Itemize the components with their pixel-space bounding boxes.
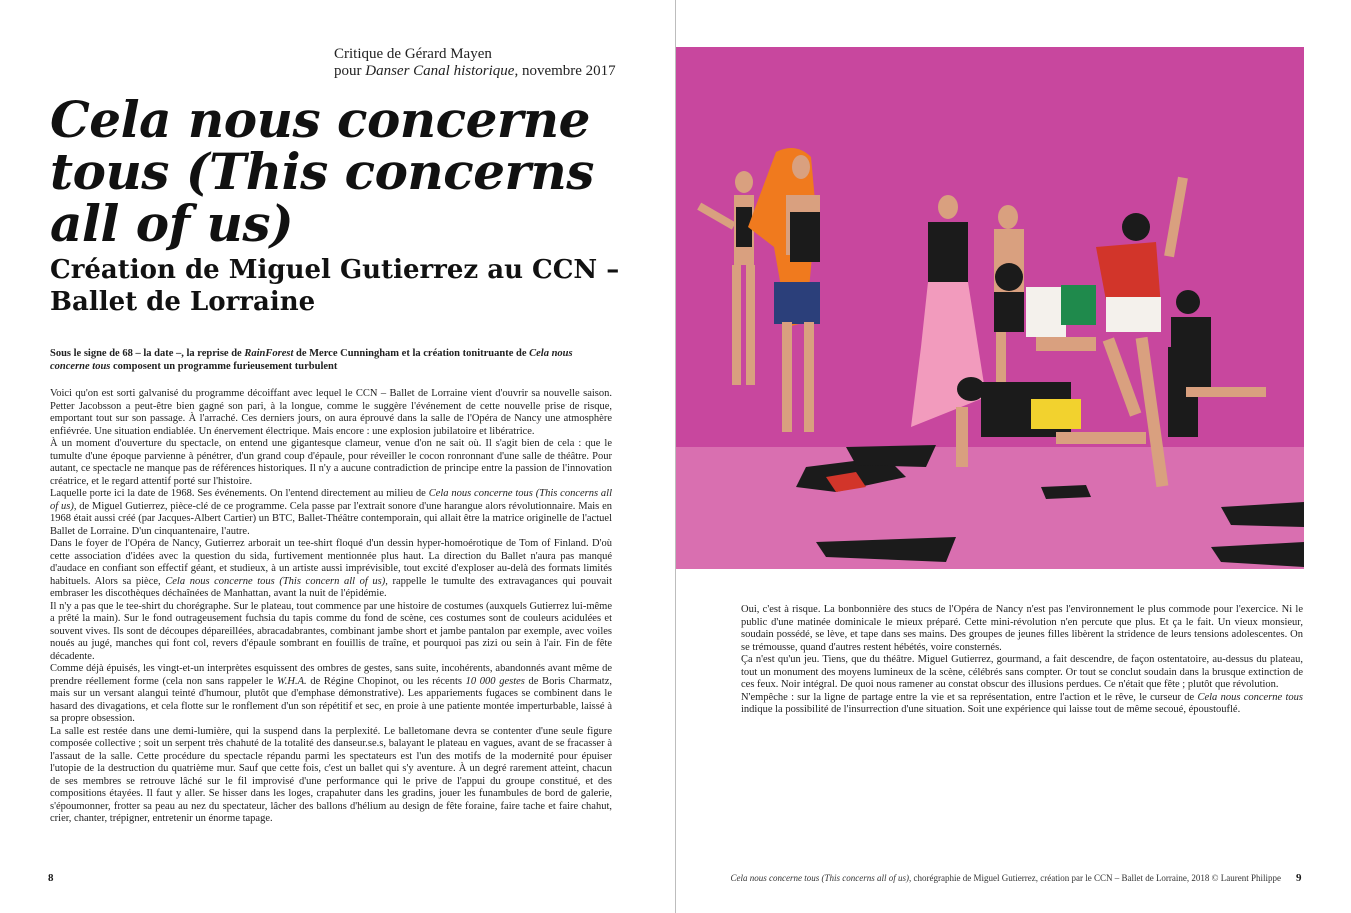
paragraph: Ça n'est qu'un jeu. Tiens, que du théâtre. Miguel Gutierrez, gourmand, a fait descendre, de façon ostentatoire, au-dessus du plateau, tout un monument des moyens lumineux de la scène, célébrés sans compter. Or tout se conclut soudain dans la brusque extinction de ces feux. Noir intégral. De quoi nous ramener au constat obscur des illusions perdues. Ce n'était que fête ; plutôt que révolution. [741, 654, 1303, 690]
paragraph: Voici qu'on est sorti galvanisé du programme décoiffant avec lequel le CCN – Ballet de Lorraine vient d'ouvrir sa nouvelle saison. Petter Jacobsson a peut-être bien gagné son pari, à la longue, comme le suggère l'événement de cette nouvelle prise de risque, emportant tout sur son passage. À l'arraché. Ces derniers jours, on aura éprouvé dans la salle de l'Opéra de Nancy une atmosphère enfiévrée. Une situation endiablée. Un énervement électrique. Mais encore : une explosion jubilatoire et libératrice. [50, 388, 612, 437]
paragraph: N'empêche : sur la ligne de partage entre la vie et sa représentation, entre l'action et le rêve, le curseur de Cela nous concerne tous indique la possibilité de l'insurrection d'une situation. Soit une expérience qui laisse tout de même secoué, époustouflé. [741, 691, 1303, 715]
article-body-right [741, 604, 1303, 717]
page-number-right: 9 [1296, 872, 1302, 884]
paragraph: Laquelle porte ici la date de 1968. Ses événements. On l'entend directement au milieu de Cela nous concerne tous (This concerns all of us), de Miguel Gutierrez, pièce-clé de ce programme. Cela passe par l'extrait sonore d'une harangue alors révolutionnaire. Mais en 1968 était aussi créé (par Jacques-Albert Cartier) un BTC, Ballet-Théâtre contemporain, qui allait être la matrice originelle de l'actuel Ballet de Lorraine. D'un cinquantenaire, l'autre. [50, 488, 613, 537]
paragraph: Dans le foyer de l'Opéra de Nancy, Gutierrez arborait un tee-shirt floqué d'un dessin hyper-homoérotique de Tom of Finland. D'où cette association d'idées avec la question du sida, furtivement mentionnée plus haut. La direction du Ballet n'aura pas manqué d'audace en confiant son effectif géant, et studieux, à un artiste aussi imprévisible, tout excité d'exploser au-delà des formats limités habituels. Alors sa pièce, Cela nous concerne tous (This concern all of us), rappelle le tumulte des extravagances qui pouvait embraser les discothèques déchaînées de Manhattan, avant la nuit de l'épidémie. [50, 538, 612, 599]
article-title: Cela nous concerne tous (This concerns all of us) [50, 90, 594, 253]
photo-stage-floor [676, 447, 1304, 569]
clothing-pile [846, 445, 936, 467]
paragraph: Oui, c'est à risque. La bonbonnière des stucs de l'Opéra de Nancy n'est pas l'environnement le plus commode pour l'exercice. Ni le public d'une matinée dominicale le mieux préparé. Cette mini-révolution n'en percute que plus. Et ça le fait. Un vieux monsieur, soudain possédé, se lève, et tape dans ses mains. Des groupes de jeunes filles libèrent la stridence de leurs tensions adolescentes. On se trémousse, quand d'autres restent hébétés, voire consternés. [741, 604, 1303, 653]
byline-publication: pour Danser Canal historique, novembre 2017 [334, 63, 616, 79]
article-body-left [50, 388, 612, 826]
article-lead: Sous le signe de 68 – la date –, la reprise de RainForest de Merce Cunningham et la création tonitruante de Cela nous concerne tous composent un programme furieusement turbulent [50, 348, 573, 372]
page-number-left: 8 [48, 872, 54, 884]
photo-illustration [676, 47, 1304, 569]
paragraph: À un moment d'ouverture du spectacle, on entend une gigantesque clameur, venue d'on ne sait où. Il s'agit bien de cela : que le tumulte d'une époque parvienne à pénétrer, d'un grand coup d'épaule, pour réveiller le cocon ronronnant d'une salle de théâtre. Pour autant, ce spectacle ne manque pas de références historiques. Il n'y a aucune contradiction de principe entre la passion de l'innovation créatrice, et le regard attentif porté sur l'histoire. [50, 438, 612, 487]
paragraph: Il n'y a pas que le tee-shirt du chorégraphe. Sur le plateau, tout commence par une histoire de costumes (auxquels Gutierrez lui-même a prêté la main). Sur le fond outrageusement fuchsia du tapis comme du fond de scène, ces costumes sont de couleurs acidulées et souvent vives. Ils sont de découpes dépareillées, abracadabrantes, combinant jambe short et jambe pantalon par exemple, avec voiles noués au jugé, manches qui font col, revers d'épaule sombrant en fouillis de traîne, et pourquoi pas zizi ou sein à l'air. Fin de fête décadente. [50, 600, 612, 662]
paragraph: Comme déjà épuisés, les vingt-et-un interprètes esquissent des ombres de gestes, sans suite, incohérents, abandonnés avant même de prendre réellement forme (cela non sans rappeler le W.H.A. de Régine Chopinot, ou les récents 10 000 gestes de Boris Charmatz, mais sur un versant alangui teinté d'humour, plutôt que d'emphase démonstrative). Les appariements fugaces se combinent dans le hasard des divagations, et cela flotte sur le ronflement d'un son répétitif et sec, en proie à une patiente montée imperturbable, laissé à sa propre obsession. [50, 663, 613, 724]
byline-author: Critique de Gérard Mayen [334, 46, 492, 62]
paragraph: La salle est restée dans une demi-lumière, qui la suspend dans la perplexité. Le balletomane devra se contenter d'une seule figure composée collective ; soit un serpent très chahuté de la totalité des danseur.se.s, balayant le plateau en vagues, avant de se fracasser à l'assaut de la salle. Cette procédure du spectacle répandu parmi les spectateurs est l'un des motifs de la modernité pour épuiser l'utopie de la destruction du quatrième mur. Sauf que cette fois, c'est un ballet qui s'y aventure. À un degré rarement atteint, chacun de ses membres se retrouve lâché sur le fil improvisé d'une performance qui le prive de l'appui du groupe constitué, et des compositions étayées. Il faut y aller. Se hisser dans les loges, crapahuter dans les gradins, jouer les funambules de bord de galerie, s'époumonner, frotter sa peau au nez du spectateur, lâcher des ballons d'hélium au design de fête foraine, faire tache et faire chahut, crier, chanter, trépigner, entretenir un énorme tapage. [50, 725, 612, 824]
dance-photograph [676, 47, 1304, 569]
clothing-pile [1041, 485, 1091, 499]
byline [334, 46, 634, 80]
article-subtitle: Création de Miguel Gutierrez au CCN – Ballet de Lorraine [50, 255, 620, 317]
photo-caption: Cela nous concerne tous (This concerns all of us), chorégraphie de Miguel Gutierrez, création par le CCN – Ballet de Lorraine, 2018 © Laurent Philippe [730, 873, 1281, 883]
